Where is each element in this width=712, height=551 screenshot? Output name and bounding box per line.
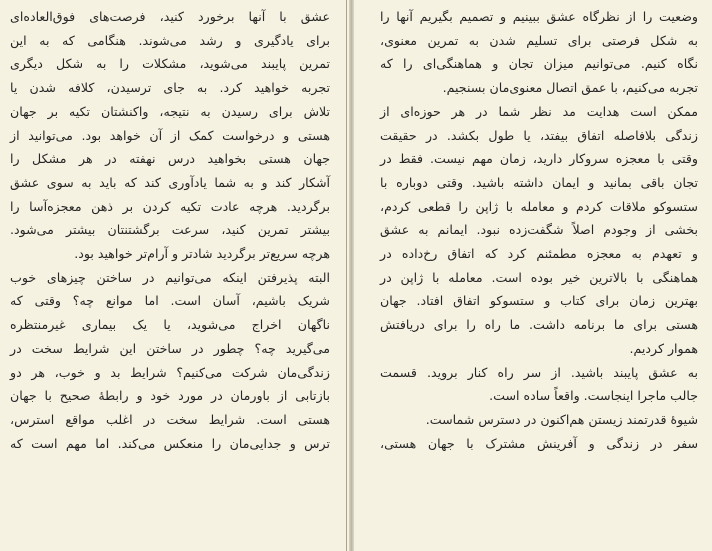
text-line: می‌گیرید چه؟ چطور در ساختن این شرایط سخت در bbox=[10, 340, 330, 356]
text-line: تجربه می‌کنیم، با عمق اتصال معنوی‌مان بسنجیم. bbox=[442, 80, 698, 96]
text-line: سفر در زندگی و آفرینش مشترک با جهان هستی، bbox=[380, 435, 698, 451]
text-line: بخشی از وجودم اصلاً شگفت‌زده نبود. ایمانم به عشق bbox=[380, 222, 698, 238]
text-line: البته پذیرفتن اینکه می‌توانیم در ساختن چیزهای خوب bbox=[10, 269, 330, 285]
text-line: تجان باقی بمانید و ایمان داشته باشید. وقتی دوباره با bbox=[380, 174, 698, 190]
text-line: هماهنگی با بالاترین خیر بوده است. معامله با ژاپن در bbox=[380, 269, 698, 285]
text-line: و تعهدم به معجزه مطمئنم کرد که اتفاق رخ‌داده در bbox=[380, 246, 698, 262]
text-line: هرچه سریع‌تر برگردید شادتر و آرام‌تر خواهید بود. bbox=[74, 246, 330, 262]
text-line: نگاه کنیم. می‌توانیم میزان تجان و هماهنگی‌ای را که bbox=[380, 56, 698, 72]
text-line: زندگی‌مان شرکت می‌کنیم؟ شرایط بد و خوب، هر دو bbox=[10, 364, 330, 380]
text-line: هموار کردیم. bbox=[629, 340, 698, 356]
text-line: شیوهٔ قدرتمند زیستن هم‌اکنون در دسترس شماست. bbox=[425, 411, 698, 427]
text-line: به عشق پایبند باشید. از سر راه کنار بروید. قسمت bbox=[380, 364, 698, 380]
text-line: برگردید. هرچه عادت تکیه کردن بر ذهن معجزه‌آسا را bbox=[10, 198, 330, 214]
text-line: وقتی با معجزه سروکار دارید، زمان مهم نیست. فقط در bbox=[380, 151, 698, 167]
text-line: ستسوکو ملاقات کردم و معامله با ژاپن را قطعی کردم، bbox=[380, 198, 698, 214]
text-line: جالب ماجرا اینجاست. واقعاً ساده است. bbox=[489, 388, 698, 404]
text-line: زندگی بلافاصله اتفاق بیفتد، یا طول بکشد. در حقیقت bbox=[380, 127, 698, 143]
text-line: بازتابی از باورمان در مورد خود و رابطهٔ صحیح با جهان bbox=[10, 388, 330, 404]
text-line: تجربه خواهید کرد. به جای ترسیدن، کلافه شدن یا bbox=[10, 80, 330, 96]
text-line: شریک باشیم، آسان است. اما موانع چه؟ وقتی که bbox=[10, 293, 330, 309]
text-line: برای یادگیری و رشد می‌شوند. هنگامی که به این bbox=[10, 32, 330, 48]
text-line: هستی برای ما برنامه داشت. ما راه را برای دریافتش bbox=[380, 317, 698, 333]
text-line: عشق با آنها برخورد کنید، فرصت‌های فوق‌العاده‌ای bbox=[10, 9, 330, 24]
text-line: وضعیت را از نظرگاه عشق ببینیم و تصمیم بگیریم آنها را bbox=[380, 9, 698, 24]
text-line: به شکل فرصتی برای تسلیم شدن به تمرین معنوی، bbox=[380, 32, 698, 48]
text-line: ممکن است هدایت مد نظر شما در هر حوزه‌ای از bbox=[380, 103, 698, 119]
right-page-text bbox=[380, 5, 698, 455]
text-line: جهان هستی بخواهید درس نهفته در هر مشکل را bbox=[10, 151, 330, 167]
text-line: ناگهان اخراج می‌شوید، یا یک بیماری غیرمنتظره bbox=[10, 317, 330, 333]
text-line: آشکار کند و به شما یادآوری کند که باید به سوی عشق bbox=[10, 174, 330, 190]
text-line: تلاش برای رسیدن به نتیجه، واکنشتان تکیه بر جهان bbox=[10, 103, 330, 119]
text-line: تمرین پایبند می‌شوید، مشکلات را به شکل دیگری bbox=[10, 56, 330, 72]
text-line: هستی و درخواست کمک از آن خواهد بود. می‌توانید از bbox=[10, 127, 330, 143]
text-line: بیشتر تمرین کنید، سرعت برگشتنتان بیشتر می‌شود. bbox=[10, 222, 330, 238]
text-line: هستی است. شرایط سخت در اغلب مواقع استرس، bbox=[10, 411, 330, 427]
left-page-text bbox=[10, 5, 330, 455]
text-line: ترس و جدایی‌مان را منعکس می‌کند. اما مهم است که bbox=[10, 435, 330, 451]
left-page bbox=[0, 0, 350, 551]
page-gutter-line bbox=[346, 0, 347, 551]
right-page bbox=[354, 0, 712, 551]
text-line: بهترین زمان برای کتاب و ستسوکو اتفاق افتاد. جهان bbox=[380, 293, 698, 309]
